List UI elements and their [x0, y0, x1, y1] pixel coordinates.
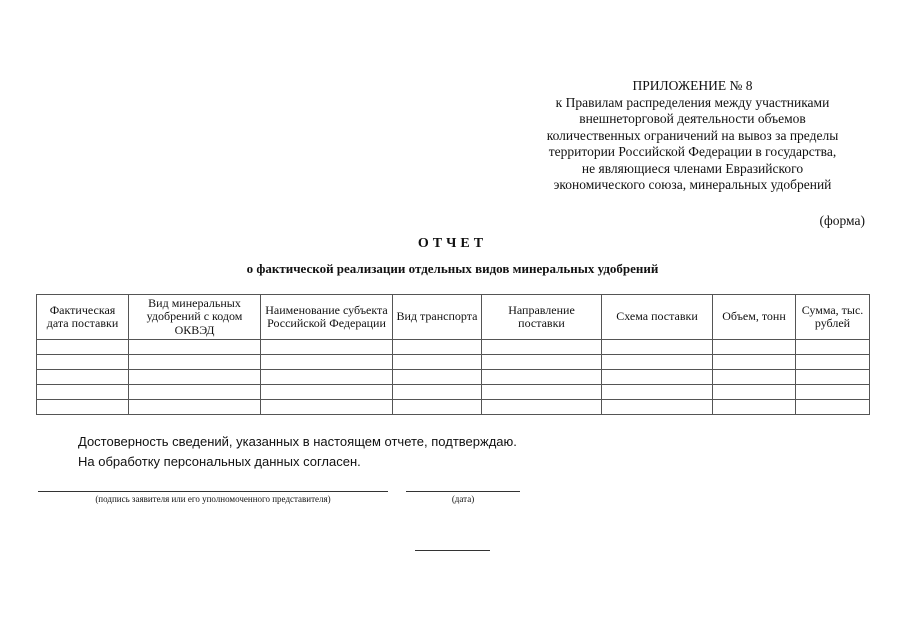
header-fertilizer-type: Вид минеральных удобрений с кодом ОКВЭД	[129, 295, 261, 340]
appendix-line: территории Российской Федерации в государства,	[548, 144, 837, 159]
table-cell[interactable]	[129, 355, 261, 370]
header-delivery-date: Фактическая дата поставки	[37, 295, 129, 340]
appendix-line: к Правилам распределения между участниками	[555, 94, 830, 110]
table-row	[37, 385, 870, 400]
appendix-line: не являющиеся членами Евразийского	[581, 160, 804, 176]
header-transport-type: Вид транспорта	[393, 295, 482, 340]
report-title: ОТЧЕТ	[417, 236, 488, 251]
table-cell[interactable]	[713, 400, 796, 415]
confirmation-block	[78, 432, 517, 472]
table-cell[interactable]	[393, 355, 482, 370]
table-cell[interactable]	[129, 370, 261, 385]
appendix-line: количественных ограничений на вывоз за пределы	[546, 127, 839, 143]
appendix-line: экономического союза, минеральных удобрений	[553, 177, 832, 192]
table-cell[interactable]	[482, 370, 602, 385]
table-cell[interactable]	[261, 340, 393, 355]
table-cell[interactable]	[37, 385, 129, 400]
table-cell[interactable]	[796, 355, 870, 370]
table-cell[interactable]	[37, 340, 129, 355]
table-cell[interactable]	[393, 370, 482, 385]
table-cell[interactable]	[482, 340, 602, 355]
signature-line[interactable]	[38, 491, 388, 492]
header-volume: Объем, тонн	[713, 295, 796, 340]
confirmation-accuracy: Достоверность сведений, указанных в настоящем отчете, подтверждаю.	[78, 434, 517, 449]
table-cell[interactable]	[129, 400, 261, 415]
report-table	[36, 294, 870, 415]
table-cell[interactable]	[713, 355, 796, 370]
table-cell[interactable]	[37, 400, 129, 415]
date-line[interactable]	[406, 491, 520, 492]
confirmation-consent: На обработку персональных данных согласен.	[78, 454, 361, 469]
header-region-name: Наименование субъекта Российской Федерации	[261, 295, 393, 340]
table-cell[interactable]	[713, 385, 796, 400]
table-cell[interactable]	[713, 340, 796, 355]
table-cell[interactable]	[602, 385, 713, 400]
table-cell[interactable]	[261, 400, 393, 415]
date-label: (дата)	[451, 494, 475, 504]
table-row	[37, 355, 870, 370]
table-header-row	[37, 295, 870, 340]
header-delivery-direction: Направление поставки	[482, 295, 602, 340]
table-cell[interactable]	[37, 370, 129, 385]
header-delivery-scheme: Схема поставки	[602, 295, 713, 340]
table-row	[37, 400, 870, 415]
table-cell[interactable]	[796, 370, 870, 385]
table-cell[interactable]	[261, 370, 393, 385]
table-row	[37, 370, 870, 385]
table-row	[37, 340, 870, 355]
table-cell[interactable]	[393, 340, 482, 355]
table-cell[interactable]	[482, 385, 602, 400]
report-subtitle: о фактической реализации отдельных видов минеральных удобрений	[246, 261, 659, 276]
table-cell[interactable]	[796, 340, 870, 355]
table-cell[interactable]	[796, 385, 870, 400]
table-cell[interactable]	[602, 370, 713, 385]
table-cell[interactable]	[129, 385, 261, 400]
table-cell[interactable]	[713, 370, 796, 385]
table-cell[interactable]	[796, 400, 870, 415]
appendix-line: внешнеторговой деятельности объемов	[579, 111, 806, 126]
appendix-header	[520, 78, 865, 194]
signature-label: (подпись заявителя или его уполномоченного представителя)	[95, 494, 331, 504]
footer-separator	[415, 550, 490, 551]
appendix-title: ПРИЛОЖЕНИЕ № 8	[632, 78, 753, 93]
table-cell[interactable]	[261, 385, 393, 400]
table-cell[interactable]	[37, 355, 129, 370]
table-cell[interactable]	[602, 400, 713, 415]
header-amount: Сумма, тыс. рублей	[796, 295, 870, 340]
table-cell[interactable]	[261, 355, 393, 370]
table-cell[interactable]	[602, 355, 713, 370]
table-cell[interactable]	[393, 385, 482, 400]
form-note: (форма)	[819, 213, 865, 228]
table-cell[interactable]	[393, 400, 482, 415]
table-cell[interactable]	[482, 355, 602, 370]
table-cell[interactable]	[482, 400, 602, 415]
table-cell[interactable]	[602, 340, 713, 355]
table-cell[interactable]	[129, 340, 261, 355]
